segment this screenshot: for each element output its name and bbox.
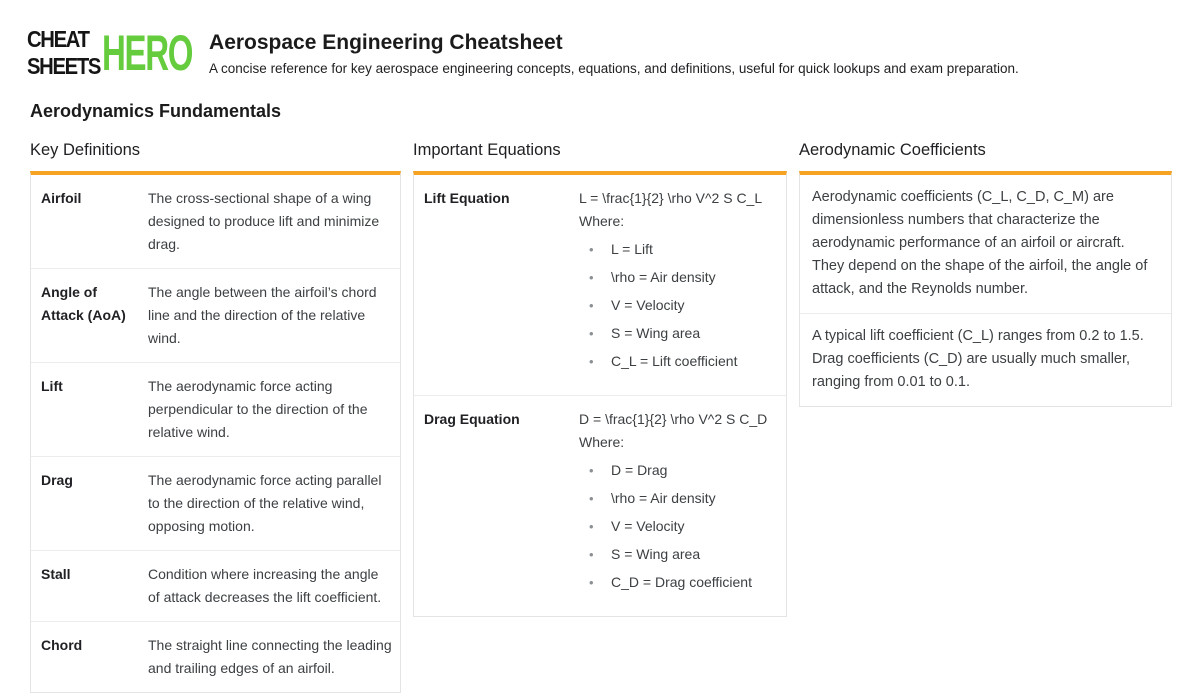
page-title: Aerospace Engineering Cheatsheet bbox=[209, 31, 563, 54]
equation-term-text: D = Drag bbox=[611, 462, 668, 478]
logo-line-sheets: SHEETS bbox=[27, 53, 101, 79]
definition-row-angle-of-attack bbox=[31, 269, 400, 363]
definition-term: Airfoil bbox=[41, 190, 82, 206]
equation-terms-list bbox=[579, 459, 776, 594]
important-equations-card bbox=[413, 171, 787, 617]
aerodynamic-coefficients-column bbox=[799, 140, 1172, 407]
equation-terms-list bbox=[579, 238, 776, 373]
column-title-aerodynamic-coefficients: Aerodynamic Coefficients bbox=[799, 141, 986, 159]
equation-term-text: \rho = Air density bbox=[611, 269, 716, 285]
equation-term-item bbox=[589, 350, 776, 373]
equation-row-lift bbox=[414, 175, 786, 396]
important-equations-column bbox=[413, 140, 787, 617]
logo-accent-hero: HERO bbox=[102, 25, 193, 81]
definition-term: Drag bbox=[41, 472, 73, 488]
definition-term: Stall bbox=[41, 566, 71, 582]
equation-term-item bbox=[589, 322, 776, 345]
column-title-key-definitions: Key Definitions bbox=[30, 141, 141, 159]
equation-term-item bbox=[589, 459, 776, 482]
equation-term-text: S = Wing area bbox=[611, 546, 701, 562]
equation-name: Lift Equation bbox=[424, 190, 510, 206]
equation-term-text: L = Lift bbox=[611, 241, 653, 257]
key-definitions-card bbox=[30, 171, 401, 693]
equation-term-text: \rho = Air density bbox=[611, 490, 716, 506]
cheatsheets-hero-logo bbox=[27, 26, 194, 80]
equation-term-text: S = Wing area bbox=[611, 325, 701, 341]
equation-term-text: C_D = Drag coefficient bbox=[611, 574, 752, 590]
definition-text: The straight line connecting the leading and trailing edges of an airfoil. bbox=[148, 637, 392, 676]
equation-term-item bbox=[589, 294, 776, 317]
definition-row-drag bbox=[31, 457, 400, 551]
equation-term-item bbox=[589, 238, 776, 261]
equation-row-drag bbox=[414, 396, 786, 616]
equation-term-item bbox=[589, 515, 776, 538]
title-block bbox=[209, 26, 1019, 77]
key-definitions-column bbox=[30, 140, 401, 693]
definition-row-chord bbox=[31, 622, 400, 692]
definition-term: Chord bbox=[41, 637, 83, 653]
definition-text: The cross-sectional shape of a wing designed to produce lift and minimize drag. bbox=[148, 190, 380, 252]
equation-formula: L = \frac{1}{2} \rho V^2 S C_L bbox=[579, 190, 763, 206]
equation-body bbox=[579, 408, 776, 602]
page-subtitle: A concise reference for key aerospace engineering concepts, equations, and definitions, useful for quick lookups and exam preparation. bbox=[209, 61, 1019, 76]
definition-row-lift bbox=[31, 363, 400, 457]
definition-text: The aerodynamic force acting parallel to the direction of the relative wind, opposing motion. bbox=[148, 472, 382, 534]
column-title-important-equations: Important Equations bbox=[413, 141, 561, 159]
definition-text: The angle between the airfoil’s chord line and the direction of the relative wind. bbox=[148, 284, 377, 346]
equation-term-item bbox=[589, 543, 776, 566]
definition-row-airfoil bbox=[31, 175, 400, 269]
header bbox=[0, 0, 1200, 80]
definition-term: Angle of Attack (AoA) bbox=[41, 284, 126, 323]
definition-text: Condition where increasing the angle of attack decreases the lift coefficient. bbox=[148, 566, 382, 605]
equation-where-label: Where: bbox=[579, 434, 625, 450]
coefficients-paragraph-2: A typical lift coefficient (C_L) ranges from 0.2 to 1.5. Drag coefficients (C_D) are usually much smaller, ranging from 0.01 to 0.1. bbox=[812, 328, 1144, 390]
definition-term: Lift bbox=[41, 378, 63, 394]
definition-row-stall bbox=[31, 551, 400, 622]
section-title: Aerodynamics Fundamentals bbox=[30, 101, 282, 121]
logo-line-cheat: CHEAT bbox=[27, 26, 89, 52]
equation-term-item bbox=[589, 571, 776, 594]
logo-wordmark bbox=[27, 26, 110, 80]
aerodynamic-coefficients-card bbox=[799, 171, 1172, 407]
coefficients-paragraph-1: Aerodynamic coefficients (C_L, C_D, C_M) are dimensionless numbers that characterize the aerodynamic performance of an airfoil or aircraft. They depend on the shape of the airfoil, the angle of attack, and the Reynolds number. bbox=[800, 175, 1171, 314]
equation-body bbox=[579, 187, 776, 381]
equation-term-item bbox=[589, 266, 776, 289]
equation-term-text: V = Velocity bbox=[611, 518, 685, 534]
equation-name: Drag Equation bbox=[424, 411, 520, 427]
equation-where-label: Where: bbox=[579, 213, 625, 229]
equation-term-text: V = Velocity bbox=[611, 297, 685, 313]
definition-text: The aerodynamic force acting perpendicular to the direction of the relative wind. bbox=[148, 378, 368, 440]
equation-term-text: C_L = Lift coefficient bbox=[611, 353, 738, 369]
columns-grid bbox=[0, 140, 1200, 693]
equation-term-item bbox=[589, 487, 776, 510]
equation-formula: D = \frac{1}{2} \rho V^2 S C_D bbox=[579, 411, 768, 427]
